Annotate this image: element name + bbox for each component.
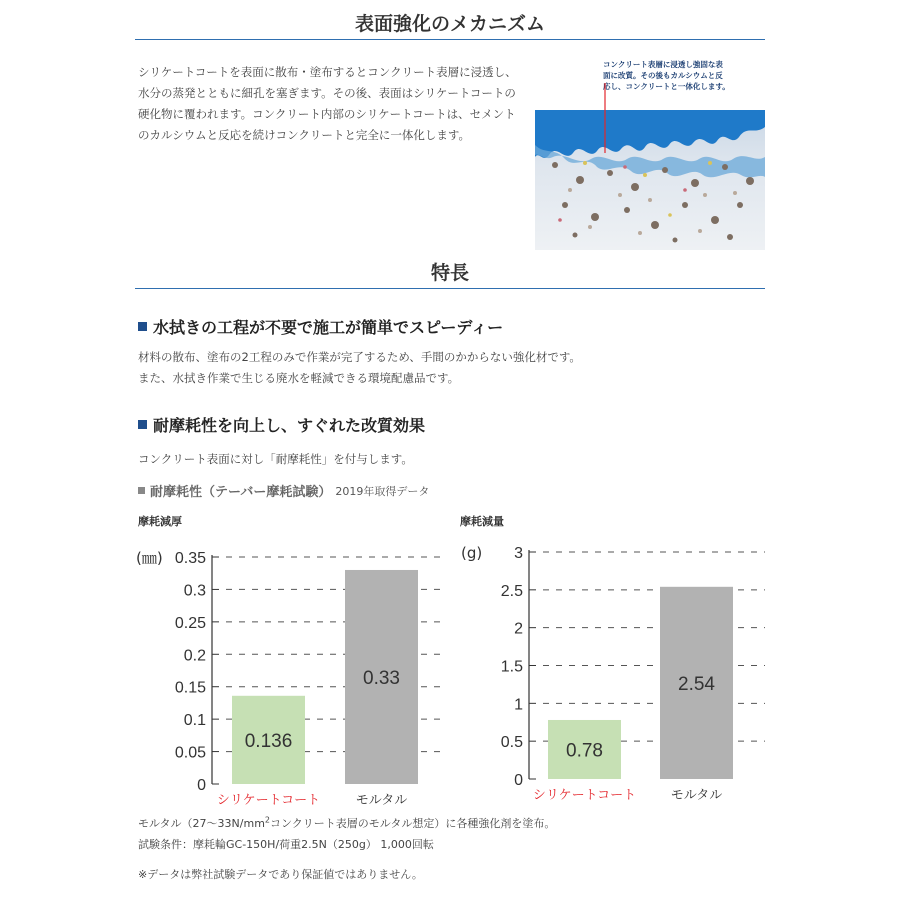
mechanism-title: 表面強化のメカニズム [354, 13, 545, 35]
features-title: 特長 [430, 262, 469, 284]
mechanism-line: シリケートコートを表面に散布・塗布するとコンクリート表層に浸透し、 [138, 65, 517, 79]
y-tick-label: 2.5 [500, 582, 523, 600]
y-tick-label: 0.3 [183, 582, 206, 600]
category-label: シリケートコート [216, 793, 321, 808]
category-label: モルタル [670, 788, 723, 803]
bar-value-label: 0.136 [244, 730, 293, 752]
features-divider [135, 288, 765, 289]
test-heading: 耐摩耗性（テーバー摩耗試験） 2019年取得データ [138, 481, 429, 500]
concrete-illustration [535, 55, 765, 250]
category-label: モルタル [355, 793, 408, 808]
y-tick-label: 0 [514, 772, 523, 789]
condition-note: モルタル（$27\sim 33N/mm^2$コンクリート表層のモルタル想定）に各種強化剤を塗布。 [138, 815, 556, 830]
y-tick-label: 0.2 [183, 647, 206, 665]
y-axis-unit-label: (g) [461, 544, 483, 562]
y-tick-label: 1.5 [500, 658, 523, 676]
feature-heading-1: 水拭きの工程が不要で施工が簡単でスピーディー [138, 315, 503, 338]
y-tick-label: 0.15 [174, 679, 206, 697]
mechanism-line: 硬化物に覆われます。コンクリート内部のシリケートコートは、セメント [138, 107, 516, 121]
wear-mass-chart [455, 535, 775, 810]
square-bullet-icon [138, 487, 145, 494]
feature-heading-2: 耐摩耗性を向上し、すぐれた改質効果 [138, 413, 425, 436]
illustration-caption: コンクリート表層に浸透し強固な表 面に改質。その後もカルシウムと反 応し、コンクリートと一体化します。 [603, 60, 730, 91]
y-tick-label: 0.05 [174, 744, 206, 762]
mechanism-divider [135, 39, 765, 40]
y-axis-unit-label: (㎜) [136, 549, 163, 567]
y-tick-label: 1 [514, 696, 523, 714]
category-label: シリケートコート [532, 788, 637, 803]
bar-value-label: 0.78 [566, 740, 603, 762]
square-bullet-icon [138, 322, 147, 331]
chart-2-title: 摩耗減量 [460, 515, 504, 528]
wear-thickness-chart [130, 535, 450, 810]
y-tick-label: 0.35 [174, 550, 206, 567]
y-tick-label: 0.5 [500, 734, 523, 752]
bar-value-label: 0.33 [363, 667, 400, 689]
mechanism-line: のカルシウムと反応を続けコンクリートと完全に一体化します。 [138, 128, 470, 142]
mechanism-paragraph [138, 62, 518, 146]
disclaimer: ※データは弊社試験データであり保証値ではありません。 [138, 868, 423, 881]
bar-value-label: 2.54 [678, 673, 715, 695]
y-tick-label: 3 [514, 545, 523, 562]
y-tick-label: 0.25 [174, 614, 206, 632]
y-tick-label: 0 [197, 777, 206, 794]
y-tick-label: 0.1 [183, 712, 206, 730]
test-condition: 試験条件：摩耗輪GC-150H/荷重2.5N（250g） 1,000回転 [138, 838, 434, 851]
mechanism-line: 水分の蒸発とともに細孔を塞ぎます。その後、表面はシリケートコートの [138, 86, 516, 100]
y-tick-label: 2 [514, 620, 523, 638]
concrete-cross-section-image [535, 55, 765, 250]
chart-1-title: 摩耗減厚 [138, 515, 182, 528]
feature-description-1: 材料の散布、塗布の2工程のみで作業が完了するため、手間のかからない強化材です。 また、水拭き作業で生じる廃水を軽減できる環境配慮品です。 [138, 350, 581, 385]
feature-description-2: コンクリート表面に対し「耐摩耗性」を付与します。 [138, 452, 413, 466]
square-bullet-icon [138, 420, 147, 429]
